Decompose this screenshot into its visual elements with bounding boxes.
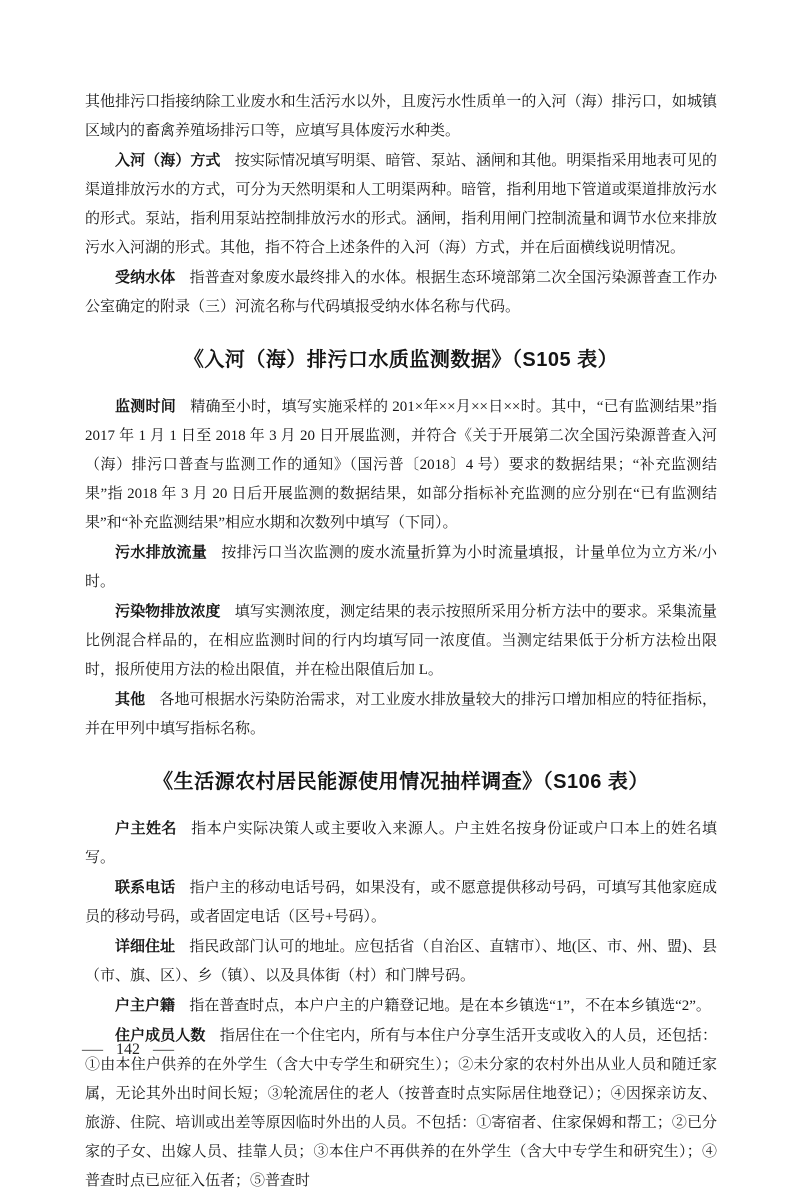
para-contact-phone: [85, 873, 717, 932]
para-label: 户主姓名: [115, 820, 177, 837]
para-receiving-water-body: [85, 263, 717, 322]
paragraph-text: 各地可根据水污染防治需求，对工业废水排放量较大的排污口增加相应的特征指标，并在甲列中填写指标名称。: [85, 692, 717, 737]
para-monitoring-time: [85, 392, 717, 538]
paragraph-text: 按实际情况填写明渠、暗管、泵站、涵闸和其他。明渠指采用地表可见的渠道排放污水的方式，可分为天然明渠和人工明渠两种。暗管，指利用地下管道或渠道排放污水的形式。泵站，指利用泵站控制排放污水的形式。涵闸，指利用闸门控制流量和调节水位来排放污水入河湖的形式。其他，指不符合上述条件的入河（海）方式，并在后面横线说明情况。: [85, 153, 717, 256]
para-label: 详细住址: [115, 938, 176, 955]
page-footer: [82, 1040, 174, 1060]
para-other-outfall-continued: [85, 88, 717, 146]
para-detailed-address: [85, 932, 717, 991]
para-label: 其他: [115, 691, 146, 708]
para-other-indicators: [85, 685, 717, 744]
paragraph-text: 其他排污口指接纳除工业废水和生活污水以外，且废污水性质单一的入河（海）排污口，如城镇区域内的畜禽养殖场排污口等，应填写具体废污水种类。: [85, 94, 717, 139]
para-label: 监测时间: [115, 398, 176, 415]
para-label: 入河（海）方式: [115, 152, 221, 169]
paragraph-text: 指在普查时点，本户户主的户籍登记地。是在本乡镇选“1”，不在本乡镇选“2”。: [189, 998, 711, 1014]
para-label: 住户成员人数: [115, 1027, 206, 1044]
paragraph-text: 指普查对象废水最终排入的水体。根据生态环境部第二次全国污染源普查工作办公室确定的附录（三）河流名称与代码填报受纳水体名称与代码。: [85, 270, 717, 315]
para-label: 联系电话: [115, 879, 176, 896]
paragraph-text: 精确至小时，填写实施采样的 201×年××月××日××时。其中，“已有监测结果”指 2017 年 1 月 1 日至 2018 年 3 月 20 日开展监测，并符合《关于开展第二次全国污染源普查入河（海）排污口普查与监测工作的通知》（国污普〔2018〕4 号）要求的数据结果；“补充监测结果”指 2018 年 3 月 20 日后开展监测的数据结果，如部分指标补充监测的应分别在“已有监测结果”和“补充监测结果”相应水期和次数列中填写（下同）。: [85, 399, 717, 531]
page-content: [85, 88, 717, 1196]
para-label: 受纳水体: [115, 269, 176, 286]
para-label: 户主户籍: [115, 997, 176, 1014]
paragraph-text: 指民政部门认可的地址。应包括省（自治区、直辖市）、地(区、市、州、盟)、县（市、旗、区）、乡（镇）、以及具体街（村）和门牌号码。: [85, 939, 717, 984]
para-pollutant-concentration: [85, 597, 717, 685]
page-number: 142: [116, 1041, 140, 1058]
footer-dash-left: —: [82, 1042, 103, 1058]
section-title-s105: 《入河（海）排污口水质监测数据》（S105 表）: [183, 349, 619, 371]
paragraph-text: 按排污口当次监测的废水流量折算为小时流量填报，计量单位为立方米/小时。: [85, 545, 717, 590]
para-label: 污染物排放浓度: [115, 603, 221, 620]
para-householder-registration: [85, 991, 717, 1021]
para-householder-name: [85, 814, 717, 873]
para-label: 污水排放流量: [115, 544, 208, 561]
paragraph-text: 指居住在一个住宅内，所有与本住户分享生活开支或收入的人员，还包括：①由本住户供养的在外学生（含大中专学生和研究生）；②未分家的农村外出从业人员和随迁家属，无论其外出时间长短；③轮流居住的老人（按普查时点实际居住地登记）；④因探亲访友、旅游、住院、培训或出差等原因临时外出的人员。不包括：①寄宿者、住家保姆和帮工；②已分家的子女、出嫁人员、挂靠人员；③本住户不再供养的在外学生（含大中专学生和研究生）；④普查时点已应征入伍者；⑤普查时: [85, 1028, 717, 1189]
footer-dash-right: —: [153, 1042, 174, 1058]
para-inflow-method: [85, 146, 717, 263]
paragraph-text: 指本户实际决策人或主要收入来源人。户主姓名按身份证或户口本上的姓名填写。: [85, 821, 717, 866]
paragraph-text: 填写实测浓度，测定结果的表示按照所采用分析方法中的要求。采集流量比例混合样品的，在相应监测时间的行内均填写同一浓度值。当测定结果低于分析方法检出限时，报所使用方法的检出限值，并在检出限值后加 L。: [85, 604, 717, 678]
section-title-s106: 《生活源农村居民能源使用情况抽样调查》（S106 表）: [153, 771, 649, 793]
para-wastewater-discharge-flow: [85, 538, 717, 597]
paragraph-text: 指户主的移动电话号码，如果没有，或不愿意提供移动号码，可填写其他家庭成员的移动号码，或者固定电话（区号+号码）。: [85, 880, 717, 925]
para-household-members: [85, 1021, 717, 1196]
